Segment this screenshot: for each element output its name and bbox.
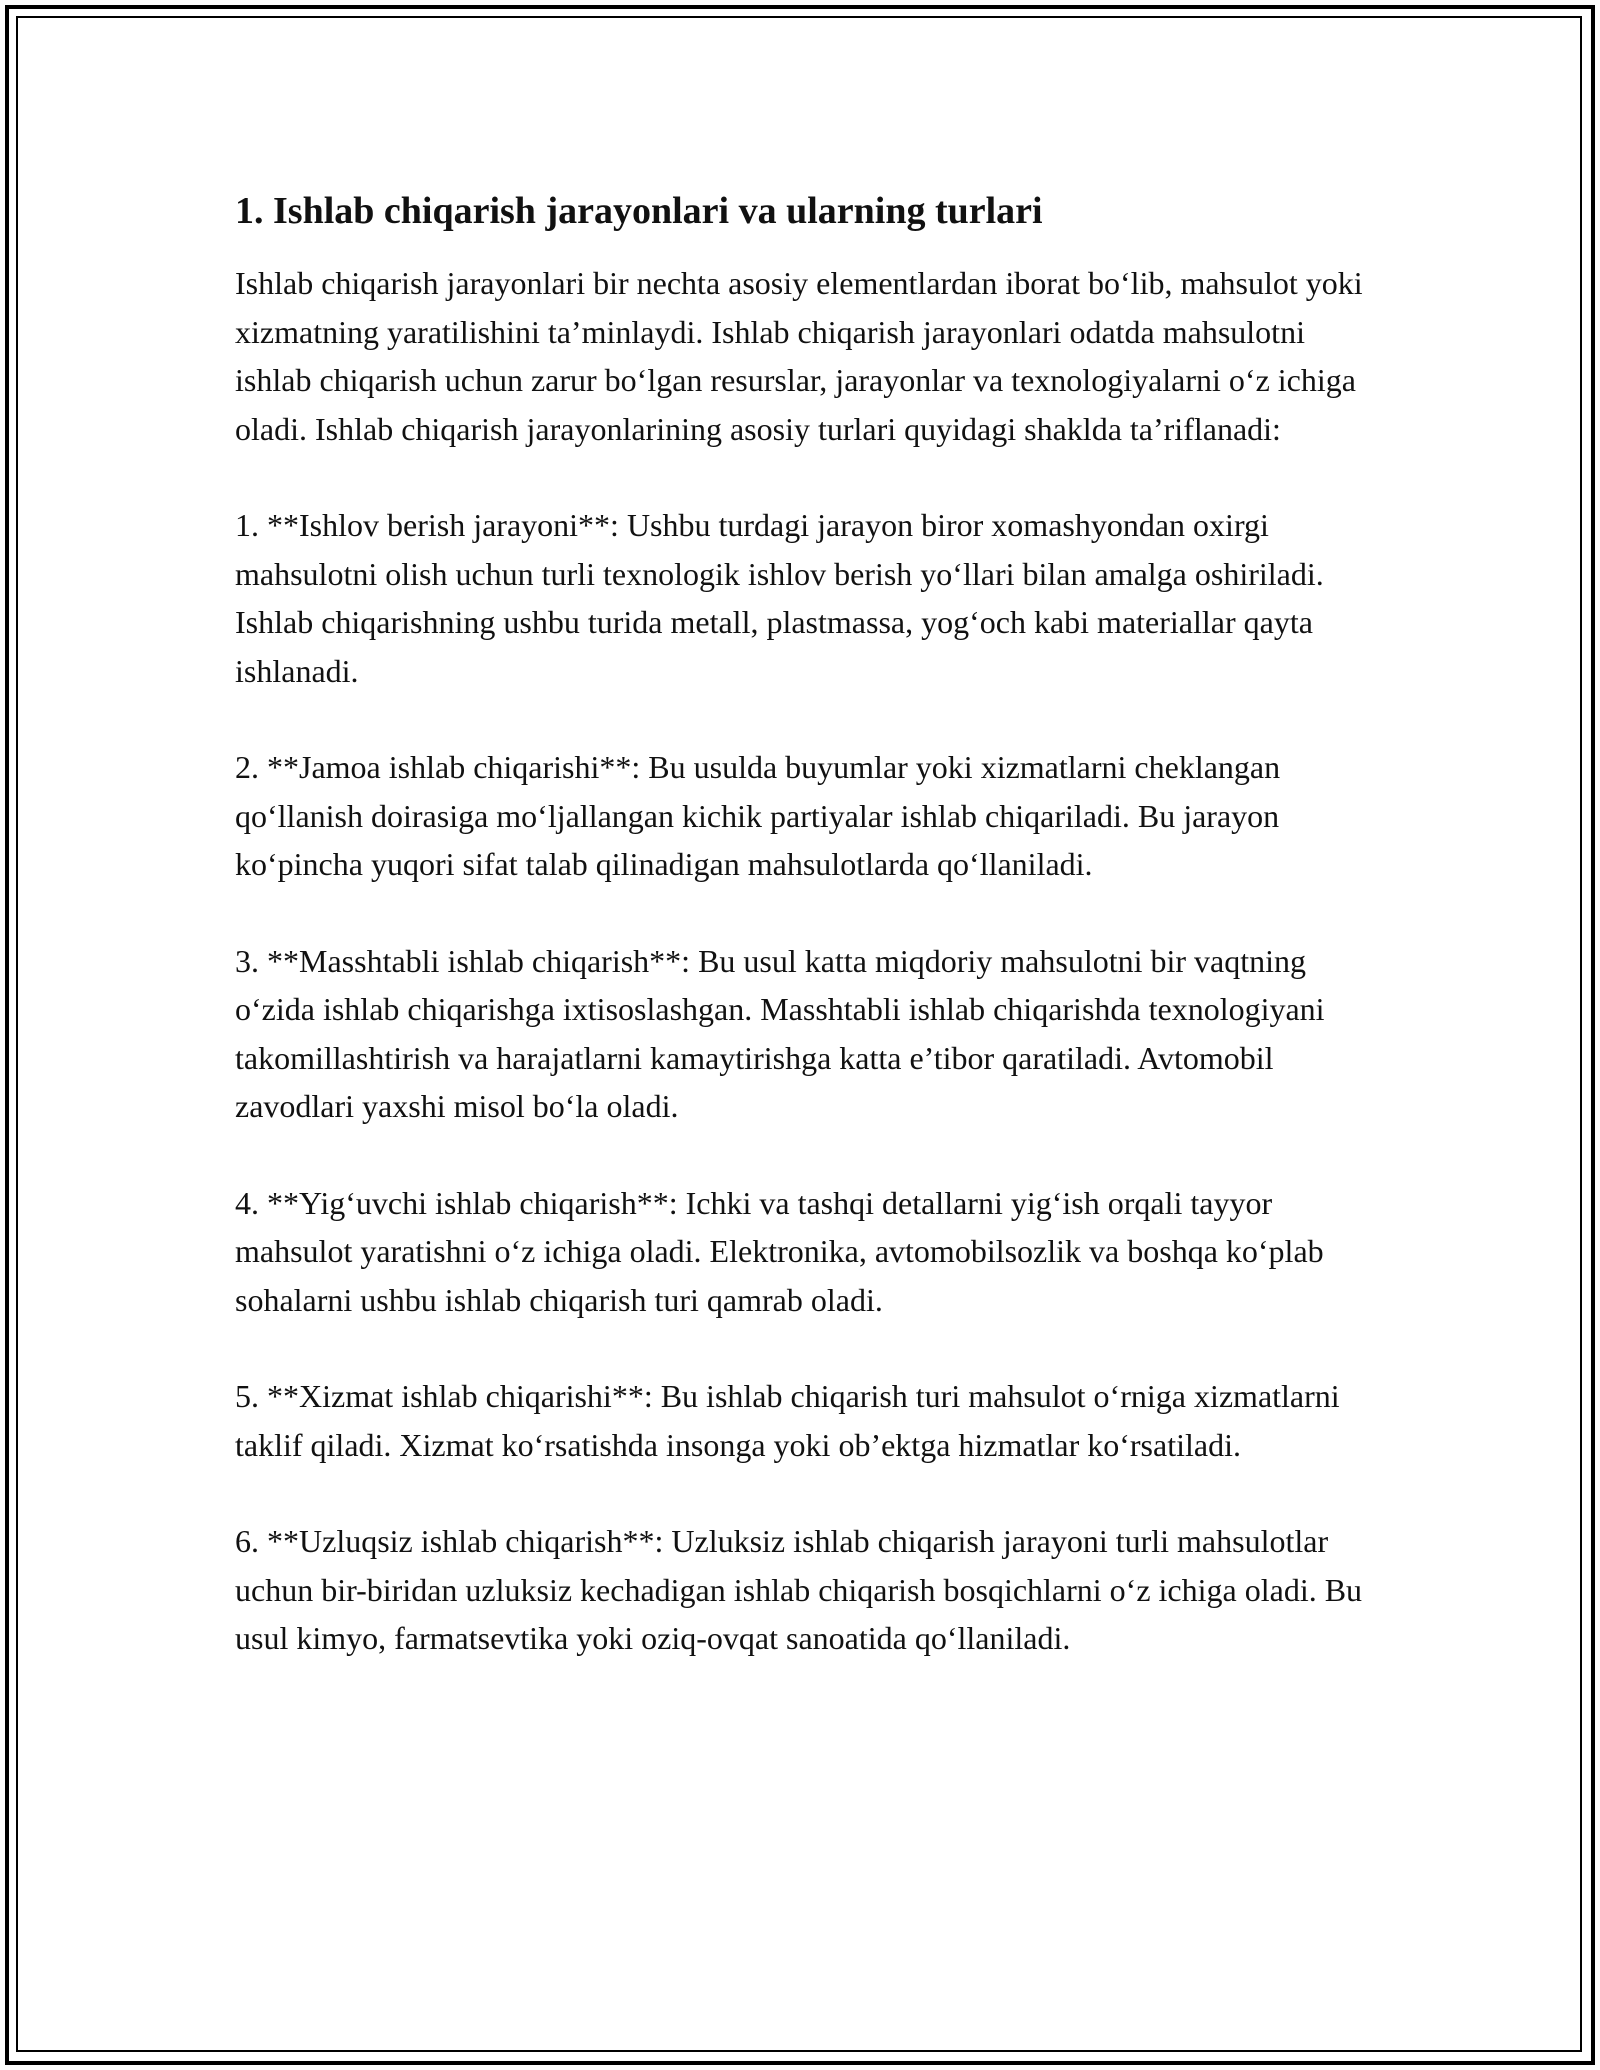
list-item: 5. **Xizmat ishlab chiqarishi**: Bu ishlab chiqarish turi mahsulot o‘rniga xizmatlarni taklif qiladi. Xizmat ko‘rsatishda insonga yoki ob’ektga hizmatlar ko‘rsatiladi. (235, 1378, 1340, 1463)
list-item: 4. **Yig‘uvchi ishlab chiqarish**: Ichki va tashqi detallarni yig‘ish orqali tayyor mahsulot yaratishni o‘z ichiga oladi. Elektronika, avtomobilsozlik va boshqa ko‘plab sohalarni ushbu ishlab chiqarish turi qamrab oladi. (235, 1184, 1324, 1318)
list-item: 1. **Ishlov berish jarayoni**: Ushbu turdagi jarayon biror xomashyondan oxirgi mahsulotni olish uchun turli texnologik ishlov berish yo‘llari bilan amalga oshiriladi. Ishlab chiqarishning ushbu turida metall, plastmassa, yog‘och kabi materiallar qayta ishlanadi. (235, 507, 1324, 689)
document-body (235, 185, 1375, 1711)
list-item: 2. **Jamoa ishlab chiqarishi**: Bu usulda buyumlar yoki xizmatlarni cheklangan qo‘llanish doirasiga mo‘ljallangan kichik partiyalar ishlab chiqariladi. Bu jarayon ko‘pincha yuqori sifat talab qilinadigan mahsulotlarda qo‘llaniladi. (235, 749, 1281, 882)
list-item: 6. **Uzluqsiz ishlab chiqarish**: Uzluksiz ishlab chiqarish jarayoni turli mahsulotlar uchun bir-biridan uzluksiz kechadigan ishlab chiqarish bosqichlarni o‘z ichiga oladi. Bu usul kimyo, farmatsevtika yoki oziq-ovqat sanoatida qo‘llaniladi. (235, 1523, 1363, 1656)
document-title: 1. Ishlab chiqarish jarayonlari va ularning turlari (235, 190, 1043, 232)
intro-paragraph: Ishlab chiqarish jarayonlari bir nechta asosiy elementlardan iborat bo‘lib, mahsulot yoki xizmatning yaratilishini ta’minlaydi. Ishlab chiqarish jarayonlari odatda mahsulotni ishlab chiqarish uchun zarur bo‘lgan resurslar, jarayonlar va texnologiyalarni o‘z ichiga oladi. Ishlab chiqarish jarayonlarining asosiy turlari quyidagi shaklda ta’riflanadi: (235, 265, 1363, 447)
list-item: 3. **Masshtabli ishlab chiqarish**: Bu usul katta miqdoriy mahsulotni bir vaqtning o‘zida ishlab chiqarishga ixtisoslashgan. Masshtabli ishlab chiqarishda texnologiyani takomillashtirish va harajatlarni kamaytirishga katta e’tibor qaratiladi. Avtomobil zavodlari yaxshi misol bo‘la oladi. (235, 942, 1325, 1124)
